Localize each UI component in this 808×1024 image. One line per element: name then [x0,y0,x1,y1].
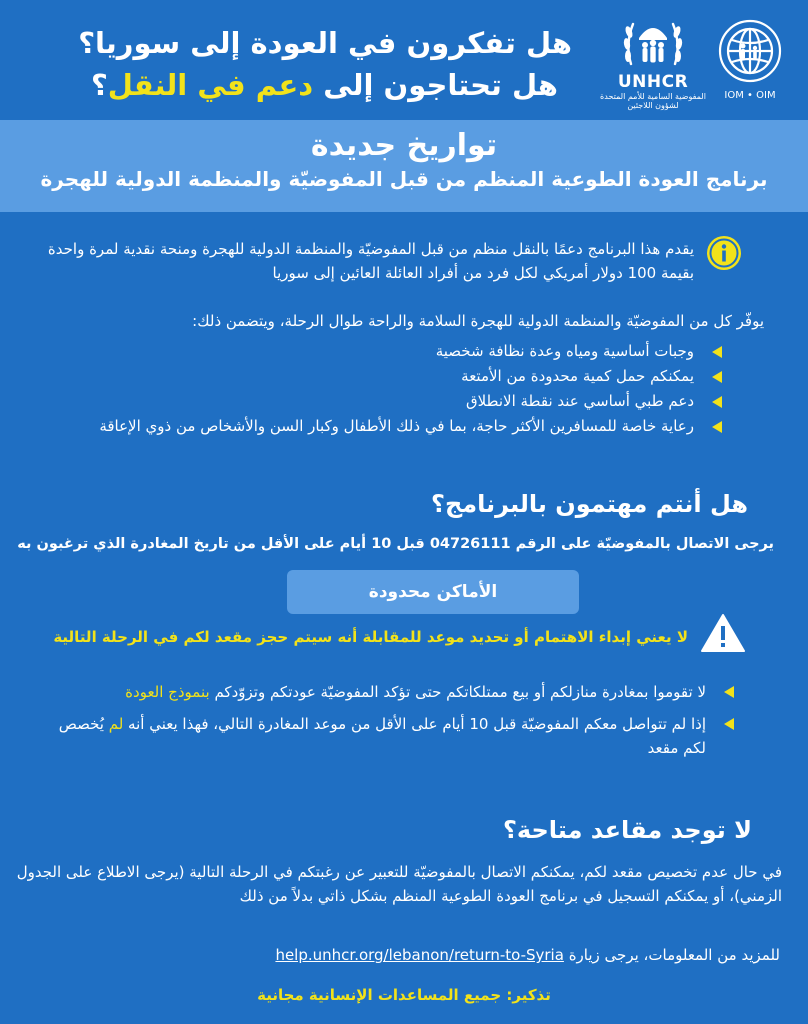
more-info-prefix: للمزيد من المعلومات، يرجى زيارة [563,946,780,964]
list-item [58,712,738,760]
interested-heading: هل أنتم مهتمون بالبرنامج؟ [431,490,748,518]
banner-title: تواريخ جديدة [310,128,498,163]
headline-q2-prefix: هل تحتاجون إلى [313,68,558,102]
bullet-arrow-icon [712,371,722,383]
list-item [58,680,738,704]
headline-q2-suffix: ؟ [90,68,108,102]
provided-services-list [36,340,726,440]
bullet-arrow-icon [712,396,722,408]
limited-places-badge: الأماكن محدودة [287,570,579,614]
more-info-link[interactable]: help.unhcr.org/lebanon/return-to-Syria [275,946,564,964]
list-item [36,365,726,387]
list-item [36,415,726,437]
bullet-arrow-icon [712,421,722,433]
iom-logo-wordmark: IOM • OIM [724,90,776,101]
more-info-line [275,946,780,964]
info-icon [707,236,741,270]
list-item [36,340,726,362]
unhcr-logo-arabic-line1: المفوضية السامية للأمم المتحدة [600,92,706,101]
caution-1-text: لا تقوموا بمغادرة منازلكم أو بيع ممتلكاتكم حتى تؤكد المفوضيّة عودتكم وتزوّدكم [209,683,706,701]
bullet-arrow-icon [724,718,734,730]
caution-list [58,680,738,768]
provides-intro: يوفّر كل من المفوضيّة والمنظمة الدولية للهجرة السلامة والراحة طوال الرحلة، ويتضمن ذلك: [192,312,764,330]
list-item-text: يمكنكم حمل كمية محدودة من الأمتعة [461,367,694,385]
bullet-arrow-icon [724,686,734,698]
list-item [36,390,726,412]
list-item-text: وجبات أساسية ومياه وعدة نظافة شخصية [435,342,694,360]
caution-2-prefix: إذا لم تتواصل معكم المفوضيّة قبل 10 أيام على الأقل من موعد المغادرة التالي، فهذا يعني أنه [123,715,706,733]
no-seats-heading: لا توجد مقاعد متاحة؟ [503,816,752,844]
warning-text: لا يعني إبداء الاهتمام أو تحديد موعد للمقابلة أنه سيتم حجز مقعد لكم في الرحلة التالية [53,628,688,646]
new-dates-banner [0,120,808,212]
unhcr-emblem-icon [621,14,685,68]
iom-globe-icon [717,18,783,84]
warning-icon [700,612,746,654]
unhcr-logo [600,14,706,120]
bullet-arrow-icon [712,346,722,358]
no-seats-text: في حال عدم تخصيص مقعد لكم، يمكنكم الاتصال بالمفوضيّة للتعبير عن رغبتكم في الرحلة التالية (يرجى الاطلاع على الجدول الزمني)، أو يمكنكم التسجيل في برنامج العودة الطوعية المنظم بشكل ذاتي بدلاً من ذلك [16,863,782,905]
headline-question-1: هل تفكرون في العودة إلى سوريا؟ [78,26,572,60]
reminder-text: تذكير: جميع المساعدات الإنسانية مجانية [257,986,551,1004]
caution-1-highlight: بنموذج العودة [125,683,210,701]
list-item-text: دعم طبي أساسي عند نقطة الانطلاق [465,392,694,410]
program-description: يقدم هذا البرنامج دعمًا بالنقل منظم من قبل المفوضيّة والمنظمة الدولية للهجرة ومنحة نقدية لمرة واحدة بقيمة 100 دولار أمريكي لكل فرد من أفراد العائلة العائين إلى سوريا [47,240,694,282]
banner-subtitle: برنامج العودة الطوعية المنظم من قبل المفوضيّة والمنظمة الدولية للهجرة [40,167,768,191]
caution-2-suffix: يُخصص لكم مقعد [58,715,706,757]
caution-2-highlight: لم [108,715,124,733]
headline-question-2 [91,68,558,102]
headline-q2-highlight: دعم في النقل [107,68,314,102]
unhcr-logo-wordmark: UNHCR [617,72,689,92]
unhcr-logo-arabic-line2: لشؤون اللاجئين [627,101,679,110]
contact-instructions: يرجى الاتصال بالمفوضيّة على الرقم 04726111 قبل 10 أيام على الأقل من تاريخ المغادرة الذي ترغبون به [17,536,774,552]
list-item-text: رعاية خاصة للمسافرين الأكثر حاجة، بما في ذلك الأطفال وكبار السن والأشخاص من ذوي الإعاقة [99,417,694,435]
iom-logo [710,18,790,108]
